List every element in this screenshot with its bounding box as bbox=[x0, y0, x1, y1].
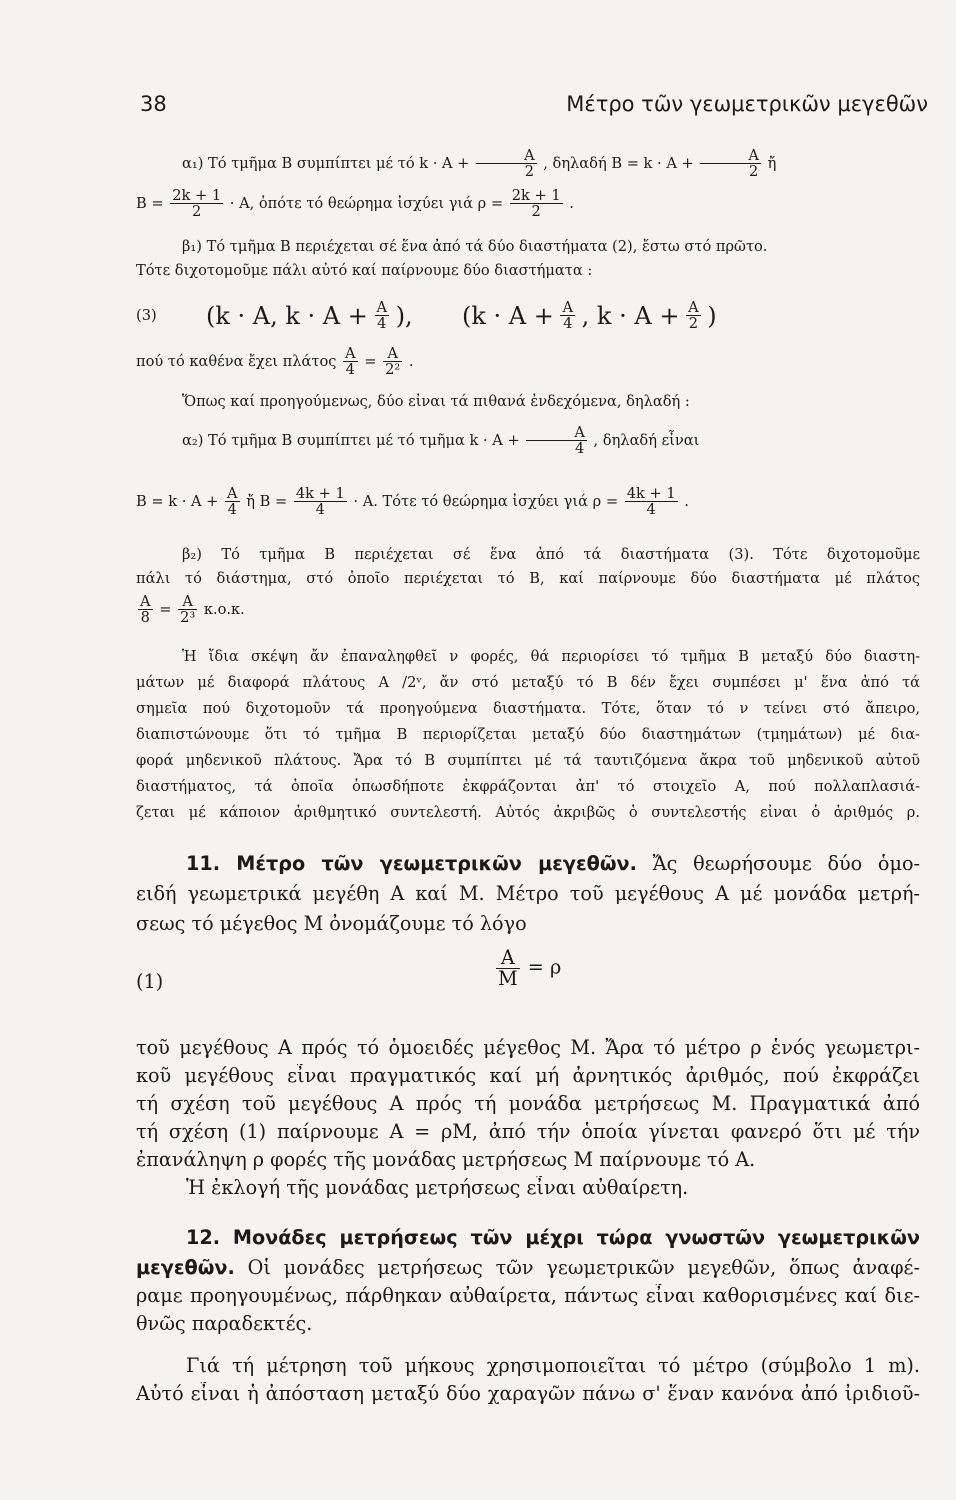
fraction-A-over-2-cubed: $\frac{A}{\text{2³}}$ bbox=[180, 594, 196, 626]
fraction-A-over-2: $\frac{A}{2}$ bbox=[476, 148, 537, 180]
paragraph-line-4: διαπιστώνουμε ὅτι τό τμῆμα B περιορίζεται μεταξύ δύο διαστημάτων (τμημάτων) μέ δια- bbox=[136, 726, 920, 743]
interval-1-close: ), bbox=[395, 301, 413, 330]
section-12-line-3: ραμε προηγουμένως, πάρθηκαν αὐθαίρετα, πάντως εἶναι καθορισμένες καί διε- bbox=[136, 1284, 920, 1307]
section-12-line-1 bbox=[136, 1226, 920, 1250]
fraction-4k-plus-1-over-4: $\frac{4k + 1}{4}$ bbox=[626, 486, 676, 518]
section-11-para-4: τή σχέση (1) παίρνουμε A = ρM, ἀπό τήν ὁποία γίνεται φανερό ὅτι μέ τήν bbox=[136, 1120, 920, 1143]
section-11-line-1: 11. Μέτρο τῶν γεωμετρικῶν μεγεθῶν. Ἄς θεωρήσουμε δύο ὁμο- bbox=[186, 852, 920, 875]
equation-1-label: (1) bbox=[136, 970, 164, 993]
fraction-A-over-2: $\frac{A}{2}$ bbox=[700, 148, 761, 180]
fraction-2k-plus-1-over-2: $\frac{2k + 1}{2}$ bbox=[511, 188, 561, 220]
fraction-A-over-2-squared: $\frac{A}{\text{2²}}$ bbox=[385, 346, 401, 378]
section-12-para-1: Γιά τή μέτρηση τοῦ μήκους χρησιμοποιεῖται τό μέτρο (σύμβολο 1 m). bbox=[186, 1354, 920, 1377]
page-header bbox=[140, 92, 928, 122]
equation-1-rhs: = ρ bbox=[527, 955, 562, 979]
equation-3 bbox=[136, 300, 920, 332]
page-number: 38 bbox=[140, 92, 167, 116]
fraction-4k-plus-1-over-4: $\frac{4k + 1}{4}$ bbox=[295, 486, 345, 518]
section-12-para-2: Αὐτό εἶναι ἡ ἀπόσταση μεταξύ δύο χαραγῶν πάνω σ' ἕναν κανόνα ἀπό ἰριδιοῦ- bbox=[136, 1382, 920, 1405]
section-11-line-2: ειδή γεωμετρικά μεγέθη A καί M. Μέτρο τοῦ μεγέθους A μέ μονάδα μετρή- bbox=[136, 882, 920, 905]
case-a1-equation: , δηλαδή B = k · A + bbox=[543, 154, 694, 172]
width-line: πού τό καθένα ἔχει πλάτος $\frac{A}{4}$ = $\frac{A}{\text{2²}}$ . bbox=[136, 346, 414, 378]
paragraph-line-7: ζεται μέ κάποιον ἀριθμητικό συντελεστή. Αὐτός ἀκριβῶς ὁ συντελεστής εἶναι ὁ ἀριθμός ρ. bbox=[136, 804, 920, 821]
paragraph-line-3: σημεῖα πού διχοτομοῦν τά προηγούμενα διαστήματα. Τότε, ὅταν τό ν τείνει στό ἄπειρο, bbox=[136, 700, 920, 717]
interval-2-mid: , k · A + bbox=[581, 301, 680, 330]
interval-1-open: (k · A, k · A + bbox=[205, 301, 368, 330]
case-b2-line-1: β₂) Τό τμῆμα B περιέχεται σέ ἕνα ἀπό τά διαστήματα (3). Τότε διχοτομοῦμε bbox=[182, 546, 920, 563]
paragraph-line-6: διαστήματος, τά ὁποῖα ὁπωσδήποτε ἐκφράζονται ἀπ' τό στοιχεῖο A, πού πολλαπλασιά- bbox=[136, 778, 920, 795]
opos-line: Ὅπως καί προηγούμενως, δύο εἶναι τά πιθανά ἐνδεχόμενα, δηλαδή : bbox=[182, 393, 690, 410]
section-11-para-5: ἐπανάληψη ρ φορές τῆς μονάδας μετρήσεως M παίρνουμε τό A. bbox=[136, 1148, 756, 1171]
fraction-A-over-4: $\frac{A}{4}$ bbox=[562, 300, 574, 332]
case-b1-line: β₁) Τό τμῆμα B περιέχεται σέ ἕνα ἀπό τά δύο διαστήματα (2), ἔστω στό πρῶτο. bbox=[182, 238, 768, 255]
case-b2-line-3: $\frac{A}{8}$ = $\frac{A}{\text{2³}}$ κ.ο.κ. bbox=[140, 594, 245, 626]
running-title: Μέτρο τῶν γεωμετρικῶν μεγεθῶν bbox=[566, 92, 928, 116]
fraction-A-over-M: $\frac{A}{M}$ bbox=[498, 946, 518, 991]
fraction-A-over-4: $\frac{A}{4}$ bbox=[376, 300, 388, 332]
case-a1-text: α₁) Τό τμῆμα B συμπίπτει μέ τό k · A + bbox=[182, 154, 470, 172]
section-11-para-2: κοῦ μεγέθους εἶναι πραγματικός καί μή ἀρνητικός ἀριθμός, πού ἐκφράζει bbox=[136, 1064, 920, 1087]
fraction-A-over-4: $\frac{A}{4}$ bbox=[227, 486, 238, 518]
section-11-para-3: τή σχέση τοῦ μεγέθους A πρός τή μονάδα μετρήσεως M. Πραγματικά ἀπό bbox=[136, 1092, 920, 1115]
fraction-A-over-4: $\frac{A}{4}$ bbox=[345, 346, 356, 378]
fraction-A-over-4: $\frac{A}{4}$ bbox=[526, 425, 587, 457]
case-a1-line-2: B = $\frac{2k + 1}{2}$ · A, ὁπότε τό θεώρημα ἰσχύει γιά ρ = $\frac{2k + 1}{2}$ . bbox=[136, 188, 574, 220]
section-11-heading: 11. Μέτρο τῶν γεωμετρικῶν μεγεθῶν. bbox=[186, 852, 637, 875]
bisect-line: Τότε διχοτομοῦμε πάλι αὐτό καί παίρνουμε δύο διαστήματα : bbox=[136, 262, 593, 279]
paragraph-line-1: Ἡ ἴδια σκέψη ἄν ἐπαναληφθεῖ ν φορές, θά περιορίσει τό τμῆμα B μεταξύ δύο διαστη- bbox=[182, 648, 920, 665]
paragraph-line-5: φορά μηδενικοῦ πλάτους. Ἄρα τό B συμπίπτει μέ τά ταυτιζόμενα ἄκρα τοῦ μηδενικοῦ αὐτοῦ bbox=[136, 752, 920, 769]
case-a2-line-2: B = k · A + $\frac{A}{4}$ ἤ B = $\frac{4k + 1}{4}$ · A. Τότε τό θεώρημα ἰσχύει γιά ρ = $\frac{4k + 1}{4}$ . bbox=[136, 486, 689, 518]
case-b2-line-2: πάλι τό διάστημα, στό ὁποῖο περιέχεται τό B, καί παίρνουμε δύο διαστήματα μέ πλάτος bbox=[136, 570, 920, 587]
section-11-para-1: τοῦ μεγέθους A πρός τό ὁμοειδές μέγεθος M. Ἄρα τό μέτρο ρ ἑνός γεωμετρι- bbox=[136, 1036, 920, 1059]
section-11-para-6: Ἡ ἐκλογή τῆς μονάδας μετρήσεως εἶναι αὐθαίρετη. bbox=[186, 1176, 689, 1199]
equation-3-label: (3) bbox=[136, 306, 157, 324]
section-11-line-3: σεως τό μέγεθος M ὀνομάζουμε τό λόγο bbox=[136, 912, 527, 935]
interval-2-close: ) bbox=[707, 301, 717, 330]
fraction-A-over-2: $\frac{A}{2}$ bbox=[688, 300, 699, 332]
section-12-line-4: θνῶς παραδεκτές. bbox=[136, 1312, 313, 1335]
section-12-line-2: μεγεθῶν. Οἱ μονάδες μετρήσεως τῶν γεωμετρικῶν μεγεθῶν, ὅπως ἀναφέ- bbox=[136, 1256, 920, 1279]
fraction-A-over-8: $\frac{A}{8}$ bbox=[140, 594, 151, 626]
case-a2-line: α₂) Τό τμῆμα B συμπίπτει μέ τό τμῆμα k · A + $\frac{A}{4}$ , δηλαδή εἶναι bbox=[182, 425, 700, 457]
interval-2-open: (k · A + bbox=[461, 301, 554, 330]
paragraph-line-2: μάτων μέ διαφορά πλάτους A /2ᵛ, ἄν στό μεταξύ τό B δέν ἔχει συμπέσει μ' ἕνα ἀπό τά bbox=[136, 674, 920, 691]
case-a1-line: α₁) Τό τμῆμα B συμπίπτει μέ τό k · A + $\frac{A}{2}$ , δηλαδή B = k · A + $\frac{A}{2}$ ἤ bbox=[182, 148, 777, 180]
section-12-heading: 12. Μονάδες μετρήσεως τῶν μέχρι τώρα γνωστῶν γεωμετρικῶν bbox=[186, 1226, 920, 1249]
fraction-2k-plus-1-over-2: $\frac{2k + 1}{2}$ bbox=[172, 188, 222, 220]
section-12-heading-cont: μεγεθῶν. bbox=[136, 1256, 235, 1279]
